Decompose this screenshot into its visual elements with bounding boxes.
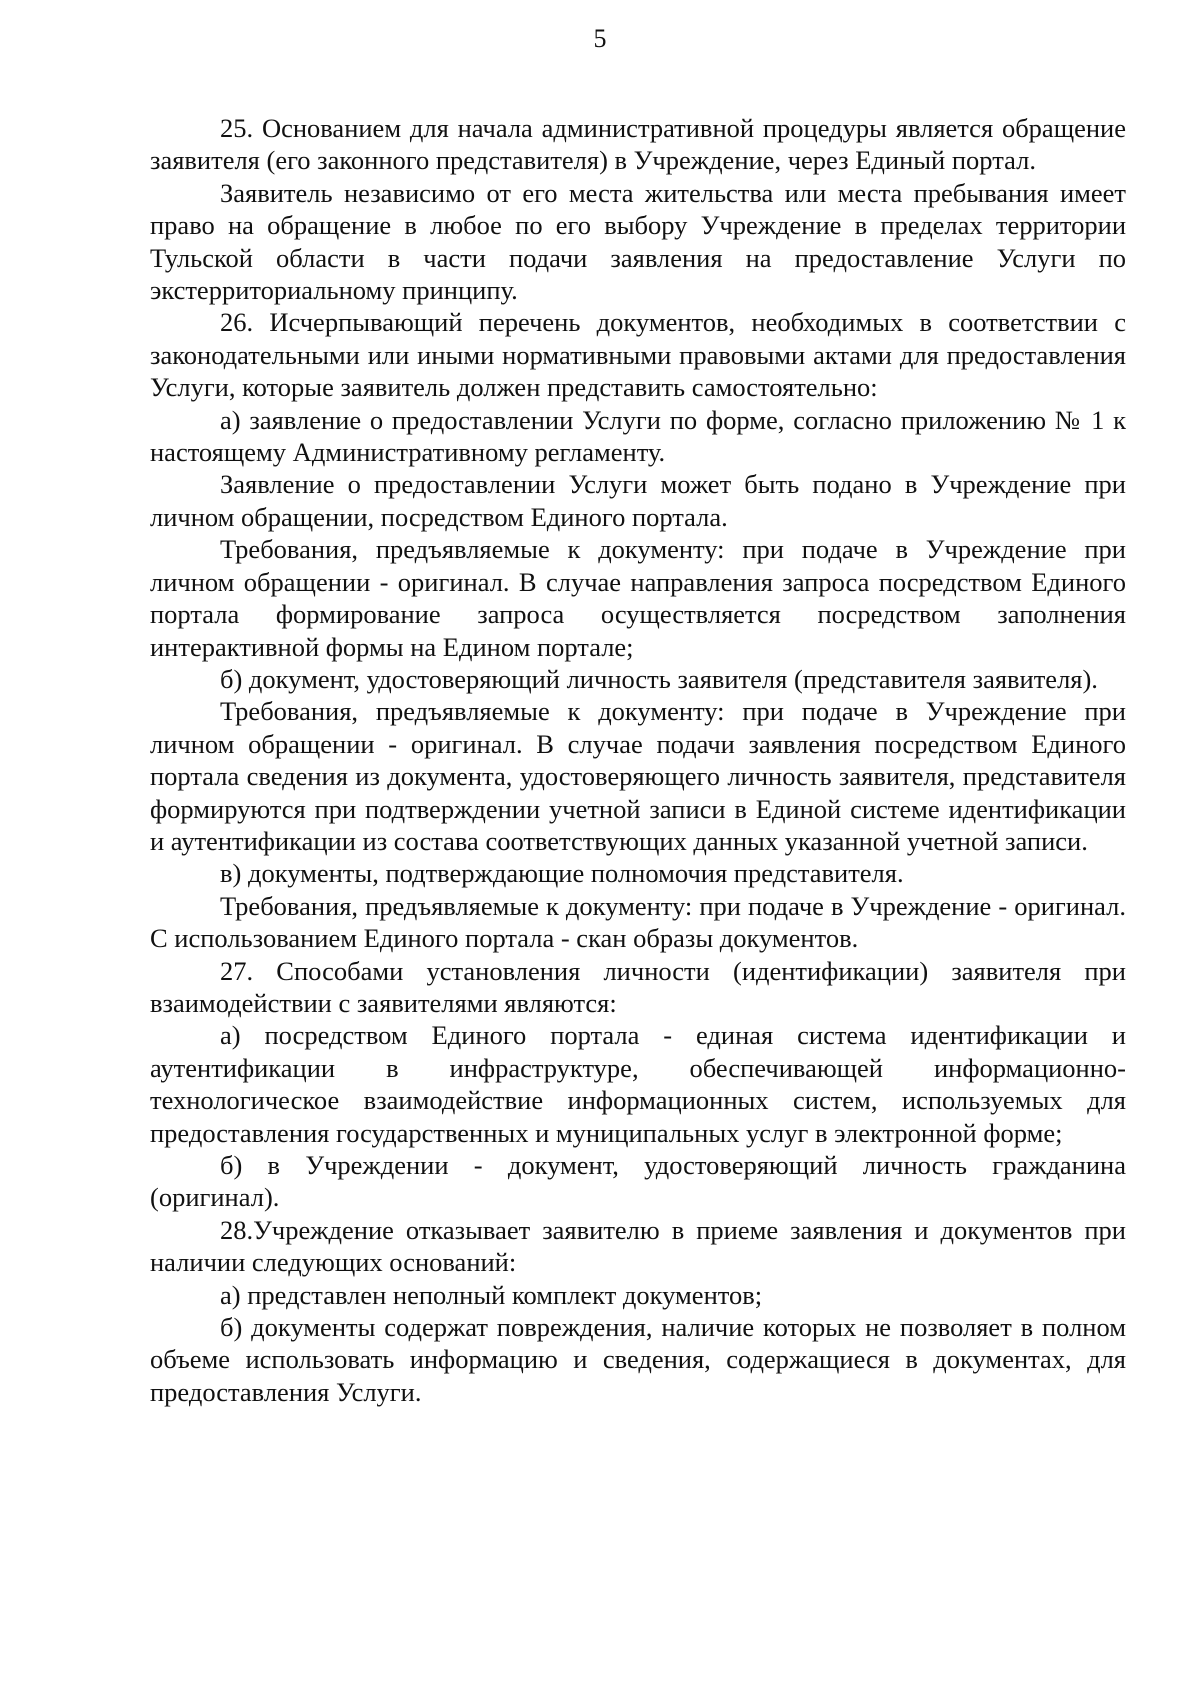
paragraph-26-a: а) заявление о предоставлении Услуги по форме, согласно приложению № 1 к настоящему Административному регламенту.	[150, 404, 1126, 468]
paragraph-27: 27. Способами установления личности (идентификации) заявителя при взаимодействии с заявителями являются:	[150, 955, 1126, 1018]
paragraph-application-submission: Заявление о предоставлении Услуги может быть подано в Учреждение при личном обращении, посредством Единого портала.	[150, 469, 1126, 532]
paragraph-25: 25. Основанием для начала административной процедуры является обращение заявителя (его законного представителя) в Учреждение, через Единый портал.	[150, 113, 1126, 176]
paragraph-26-v: в) документы, подтверждающие полномочия представителя.	[220, 858, 904, 889]
paragraph-26: 26. Исчерпывающий перечень документов, необходимых в соответствии с законодательными или иными нормативными правовыми актами для предоставления Услуги, которые заявитель должен представить самостоятельно:	[150, 307, 1126, 403]
paragraph-26-b: б) документ, удостоверяющий личность заявителя (представителя заявителя).	[220, 663, 1098, 694]
document-body	[150, 112, 1126, 1408]
paragraph-requirements-a: Требования, предъявляемые к документу: при подаче в Учреждение при личном обращении - оригинал. В случае направления запроса посредством Единого портала формирование запроса осуществляется посредством заполнения интерактивной формы на Едином портале;	[150, 534, 1126, 662]
paragraph-applicant-right: Заявитель независимо от его места жительства или места пребывания имеет право на обращение в любое по его выбору Учреждение в пределах территории Тульской области в части подачи заявления на предоставление Услуги по экстерриториальному принципу.	[150, 177, 1126, 306]
paragraph-27-a: а) посредством Единого портала - единая система идентификации и аутентификации в инфраструктуре, обеспечивающей информационно-технологическое взаимодействие информационных систем, используемых для предоставления государственных и муниципальных услуг в электронной форме;	[150, 1020, 1126, 1148]
paragraph-requirements-v: Требования, предъявляемые к документу: при подаче в Учреждение - оригинал. С использованием Единого портала - скан образы документов.	[150, 890, 1126, 954]
paragraph-28-b: б) документы содержат повреждения, наличие которых не позволяет в полном объеме использовать информацию и сведения, содержащиеся в документах, для предоставления Услуги.	[150, 1312, 1126, 1407]
paragraph-requirements-b: Требования, предъявляемые к документу: при подаче в Учреждение при личном обращении - оригинал. В случае подачи заявления посредством Единого портала сведения из документа, удостоверяющего личность заявителя, представителя формируются при подтверждении учетной записи в Единой системе идентификации и аутентификации из состава соответствующих данных указанной учетной записи.	[150, 696, 1126, 856]
paragraph-28-a: а) представлен неполный комплект документов;	[220, 1279, 763, 1310]
paragraph-27-b: б) в Учреждении - документ, удостоверяющий личность гражданина (оригинал).	[150, 1150, 1126, 1213]
paragraph-28: 28.Учреждение отказывает заявителю в приеме заявления и документов при наличии следующих оснований:	[150, 1214, 1126, 1278]
page-number: 5	[593, 24, 607, 53]
